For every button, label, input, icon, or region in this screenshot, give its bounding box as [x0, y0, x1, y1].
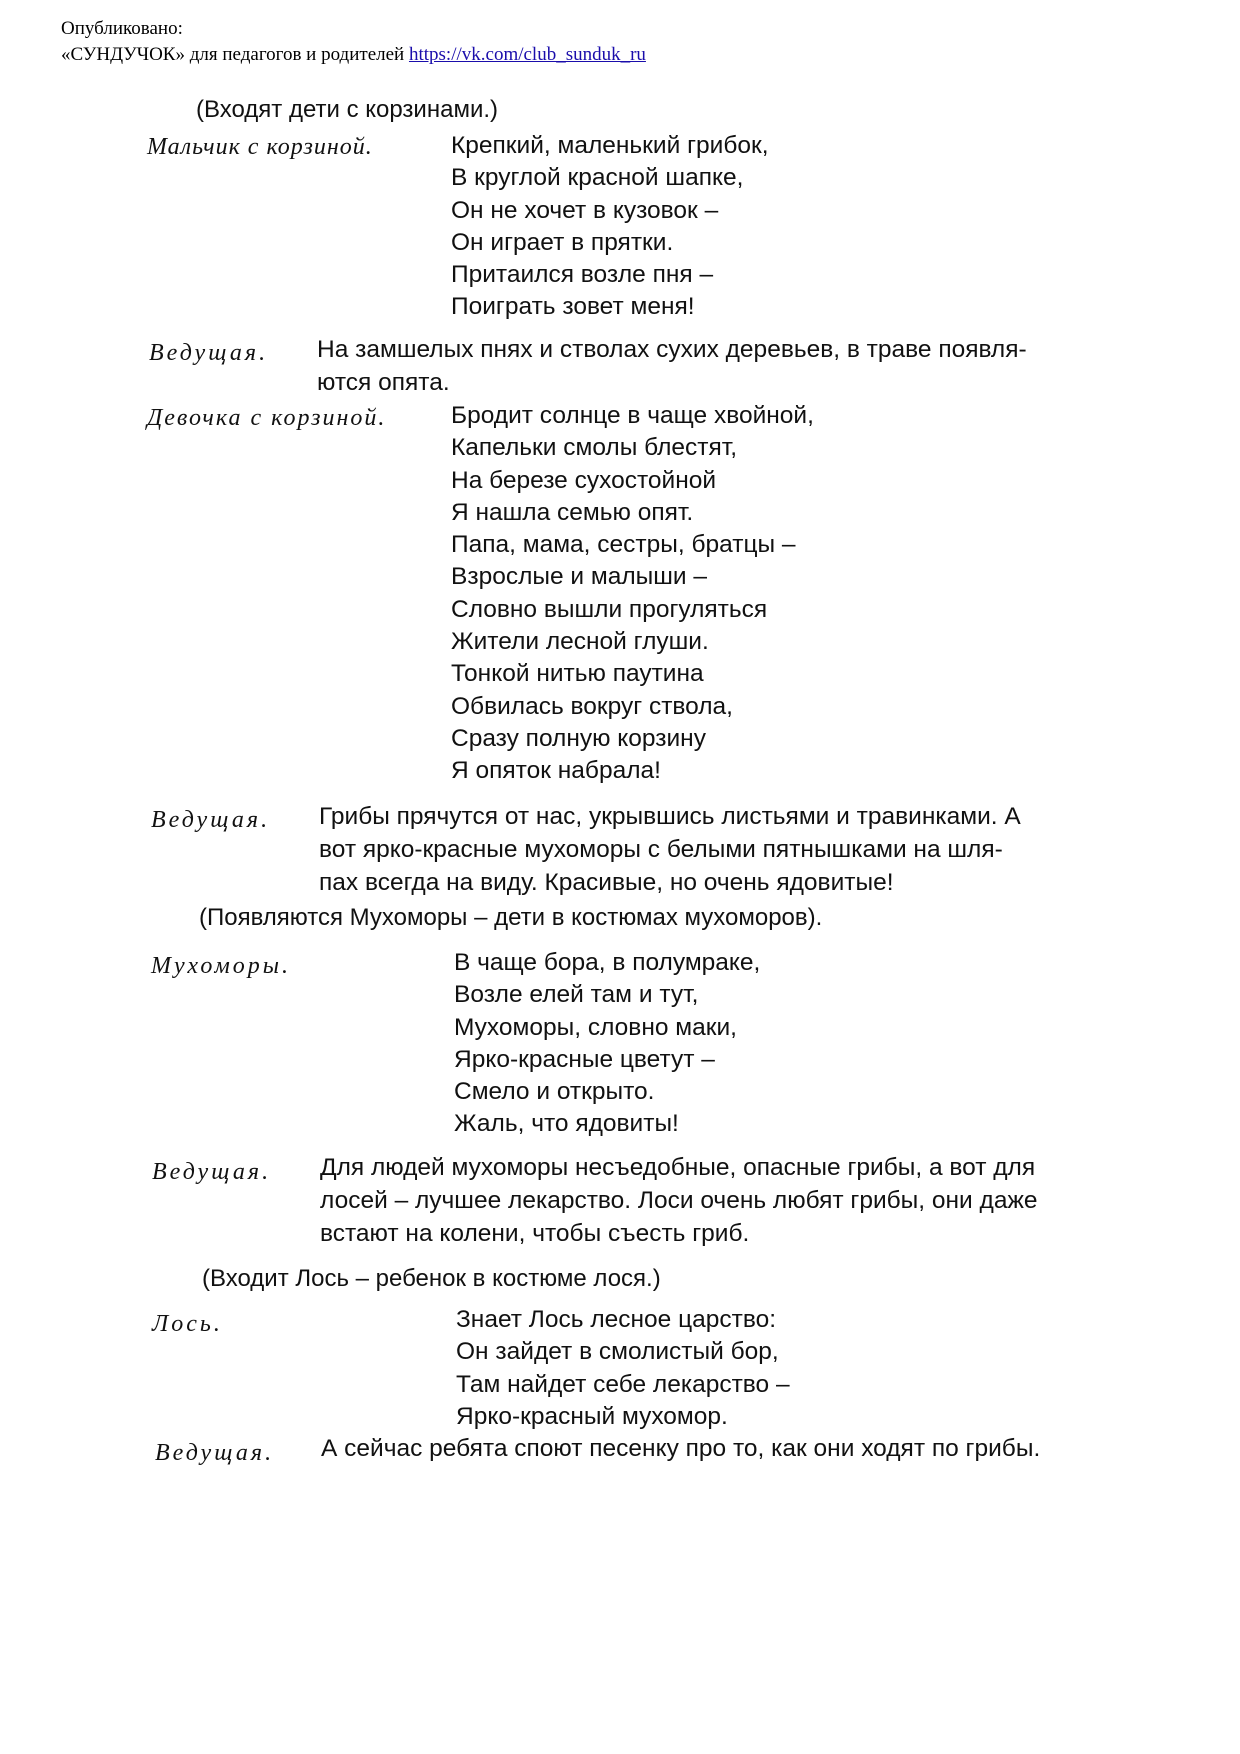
stage-direction: (Входят дети с корзинами.)	[196, 96, 499, 123]
speaker-host: Ведущая.	[149, 340, 269, 366]
verse-line: Он зайдет в смолистый бор,	[456, 1338, 779, 1366]
verse-line: Притаился возле пня –	[451, 261, 714, 289]
verse-line: Жаль, что ядовиты!	[454, 1110, 679, 1138]
speaker-host: Ведущая.	[151, 807, 271, 833]
source-text: «СУНДУЧОК» для педагогов и родителей	[61, 44, 405, 65]
verse-boy	[451, 130, 769, 324]
verse-line: Тонкой нитью паутина	[451, 660, 704, 688]
verse-line: Знает Лось лесное царство:	[456, 1306, 777, 1333]
publication-header	[61, 16, 646, 68]
verse-line: Сразу полную корзину	[451, 724, 706, 752]
speaker-elk: Лось.	[152, 1311, 223, 1337]
verse-elk	[456, 1304, 790, 1433]
prose-line: встают на колени, чтобы съесть гриб.	[320, 1220, 750, 1247]
verse-line: Словно вышли прогуляться	[451, 595, 768, 623]
verse-line: Смело и открыто.	[454, 1078, 655, 1106]
verse-line: Бродит солнце в чаще хвойной,	[451, 402, 814, 429]
verse-line: В чаще бора, в полумраке,	[454, 949, 761, 976]
prose-line: ются опята.	[317, 369, 450, 396]
prose-line: лосей – лучшее лекарство. Лоси очень любят грибы, они даже	[320, 1187, 1038, 1214]
source-line	[61, 42, 646, 68]
verse-line: Он не хочет в кузовок –	[451, 196, 719, 224]
verse-line: Капельки смолы блестят,	[451, 434, 738, 462]
verse-girl	[451, 400, 814, 788]
prose-line: Для людей мухоморы несъедобные, опасные грибы, а вот для	[320, 1154, 1036, 1181]
verse-line: Там найдет себе лекарство –	[456, 1370, 790, 1398]
speaker-host: Ведущая.	[152, 1159, 272, 1185]
verse-line: Крепкий, маленький грибок,	[451, 132, 769, 159]
published-label: Опубликовано:	[61, 18, 183, 39]
verse-line: Я нашла семью опят.	[451, 498, 694, 526]
prose-line: пах всегда на виду. Красивые, но очень ядовитые!	[319, 869, 894, 896]
stage-direction: (Появляются Мухоморы – дети в костюмах мухоморов).	[199, 904, 823, 931]
verse-line: Жители лесной глуши.	[451, 628, 709, 656]
verse-line: Он играет в прятки.	[451, 228, 674, 256]
speaker-host: Ведущая.	[155, 1440, 275, 1466]
stage-direction: (Входит Лось – ребенок в костюме лося.)	[202, 1265, 661, 1292]
host-text	[319, 800, 1021, 899]
verse-line: Взрослые и малыши –	[451, 563, 708, 591]
verse-line: В круглой красной шапке,	[451, 164, 744, 192]
verse-line: На березе сухостойной	[451, 466, 717, 494]
verse-line: Папа, мама, сестры, братцы –	[451, 531, 796, 559]
vk-link[interactable]: https://vk.com/club_sunduk_ru	[408, 44, 646, 65]
verse-line: Я опяток набрала!	[451, 757, 661, 785]
host-text	[320, 1151, 1037, 1250]
host-text	[317, 333, 1027, 399]
verse-line: Ярко-красные цветут –	[454, 1045, 715, 1073]
verse-line: Обвилась вокруг ствола,	[451, 692, 733, 720]
prose-line: Грибы прячутся от нас, укрывшись листьями и травинками. А	[319, 803, 1021, 830]
verse-line: Ярко-красный мухомор.	[456, 1402, 728, 1430]
verse-line: Мухоморы, словно маки,	[454, 1013, 737, 1041]
verse-line: Поиграть зовет меня!	[451, 293, 695, 321]
host-text	[321, 1432, 1040, 1465]
speaker-fly-agarics: Мухоморы.	[151, 953, 292, 979]
verse-fly-agarics	[454, 947, 760, 1141]
prose-line: А сейчас ребята споют песенку про то, как они ходят по грибы.	[321, 1435, 1041, 1462]
speaker-girl: Девочка с корзиной.	[147, 405, 387, 431]
prose-line: На замшелых пнях и стволах сухих деревьев, в траве появля-	[317, 336, 1027, 363]
verse-line: Возле елей там и тут,	[454, 981, 699, 1009]
speaker-boy: Мальчик с корзиной.	[147, 134, 373, 160]
prose-line: вот ярко-красные мухоморы с белыми пятнышками на шля-	[319, 836, 1003, 863]
